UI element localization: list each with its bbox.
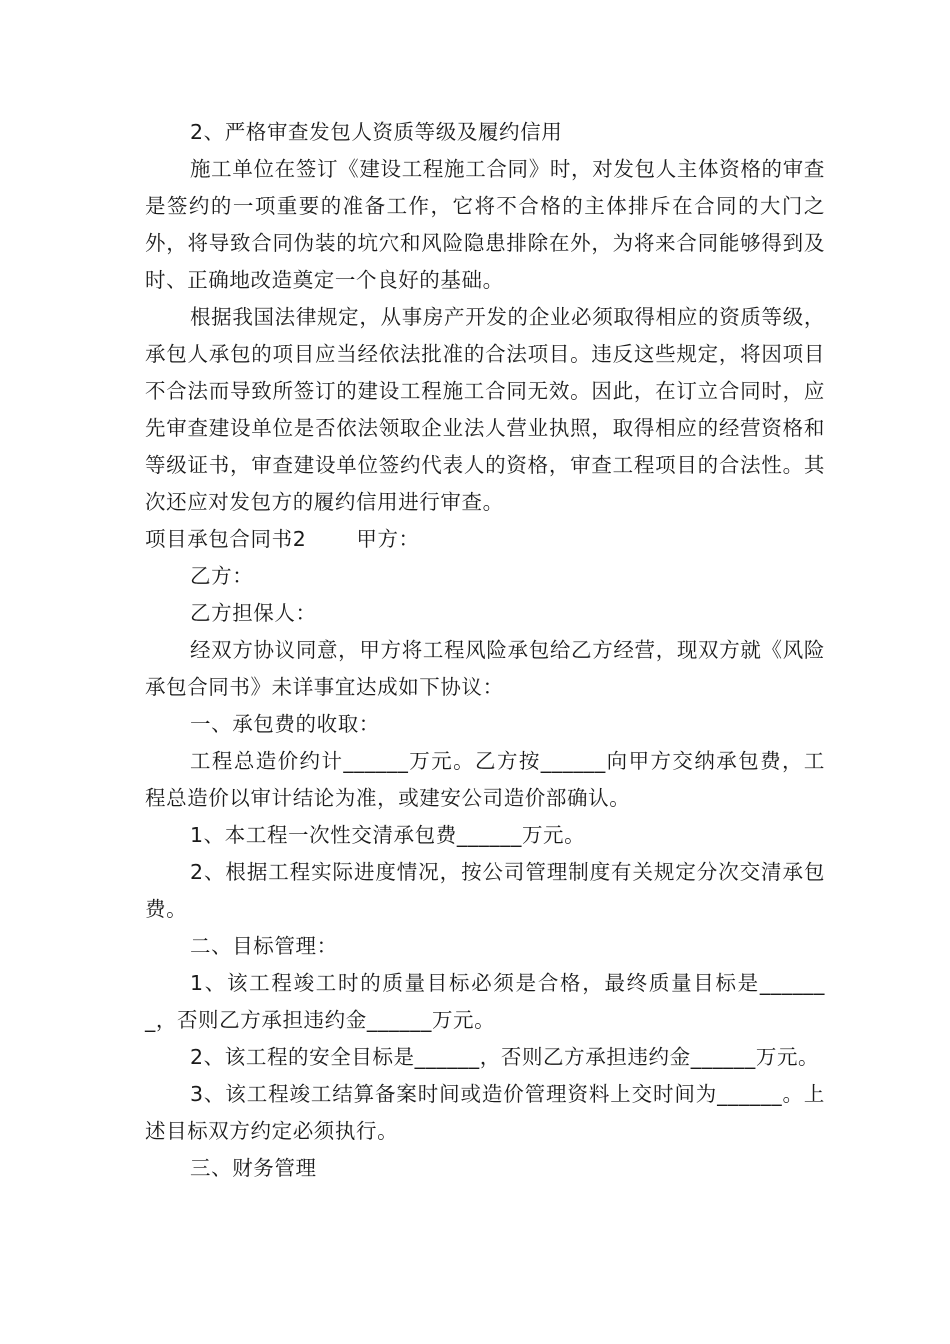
paragraph-target-1: 1、该工程竣工时的质量目标必须是合格，最终质量目标是_______，否则乙方承担违约金______万元。 — [145, 971, 825, 1032]
contract-title: 项目承包合同书2 — [145, 527, 307, 551]
paragraph-target-3: 3、该工程竣工结算备案时间或造价管理资料上交时间为______。上述目标双方约定必须执行。 — [145, 1082, 825, 1143]
party-b-guarantor-label: 乙方担保人： — [190, 601, 317, 625]
paragraph-fee-total: 工程总造价约计______万元。乙方按______向甲方交纳承包费，工程总造价以审计结论为准，或建安公司造价部确认。 — [145, 749, 825, 810]
section-heading-targets: 二、目标管理： — [190, 934, 338, 958]
paragraph-3: 根据我国法律规定，从事房产开发的企业必须取得相应的资质等级，承包人承包的项目应当经依法批准的合法项目。违反这些规定，将因项目不合法而导致所签订的建设工程施工合同无效。因此，在订立合同时，应先审查建设单位是否依法领取企业法人营业执照，取得相应的经营资格和等级证书，审查建设单位签约代表人的资格，审查工程项目的合法性。其次还应对发包方的履约信用进行审查。 — [145, 305, 825, 514]
paragraph-target-2: 2、该工程的安全目标是______，否则乙方承担违约金______万元。 — [190, 1045, 820, 1069]
paragraph-2: 施工单位在签订《建设工程施工合同》时，对发包人主体资格的审查是签约的一项重要的准备工作，它将不合格的主体排斥在合同的大门之外，将导致合同伪装的坑穴和风险隐患排除在外，为将来合同能够得到及时、正确地改造奠定一个良好的基础。 — [145, 157, 825, 292]
party-b-label: 乙方： — [190, 564, 254, 588]
section-heading-fee: 一、承包费的收取： — [190, 712, 380, 736]
contract-heading-line — [145, 521, 825, 558]
party-a-label: 甲方： — [356, 527, 420, 551]
document-body — [145, 114, 825, 1187]
paragraph-agreement: 经双方协议同意，甲方将工程风险承包给乙方经营，现双方就《风险承包合同书》未详事宜达成如下协议： — [145, 638, 825, 699]
section-heading-finance: 三、财务管理 — [190, 1156, 317, 1180]
paragraph-1: 2、严格审查发包人资质等级及履约信用 — [190, 120, 563, 144]
paragraph-fee-item-1: 1、本工程一次性交清承包费______万元。 — [190, 823, 586, 847]
paragraph-fee-item-2: 2、根据工程实际进度情况，按公司管理制度有关规定分次交清承包费。 — [145, 860, 825, 921]
